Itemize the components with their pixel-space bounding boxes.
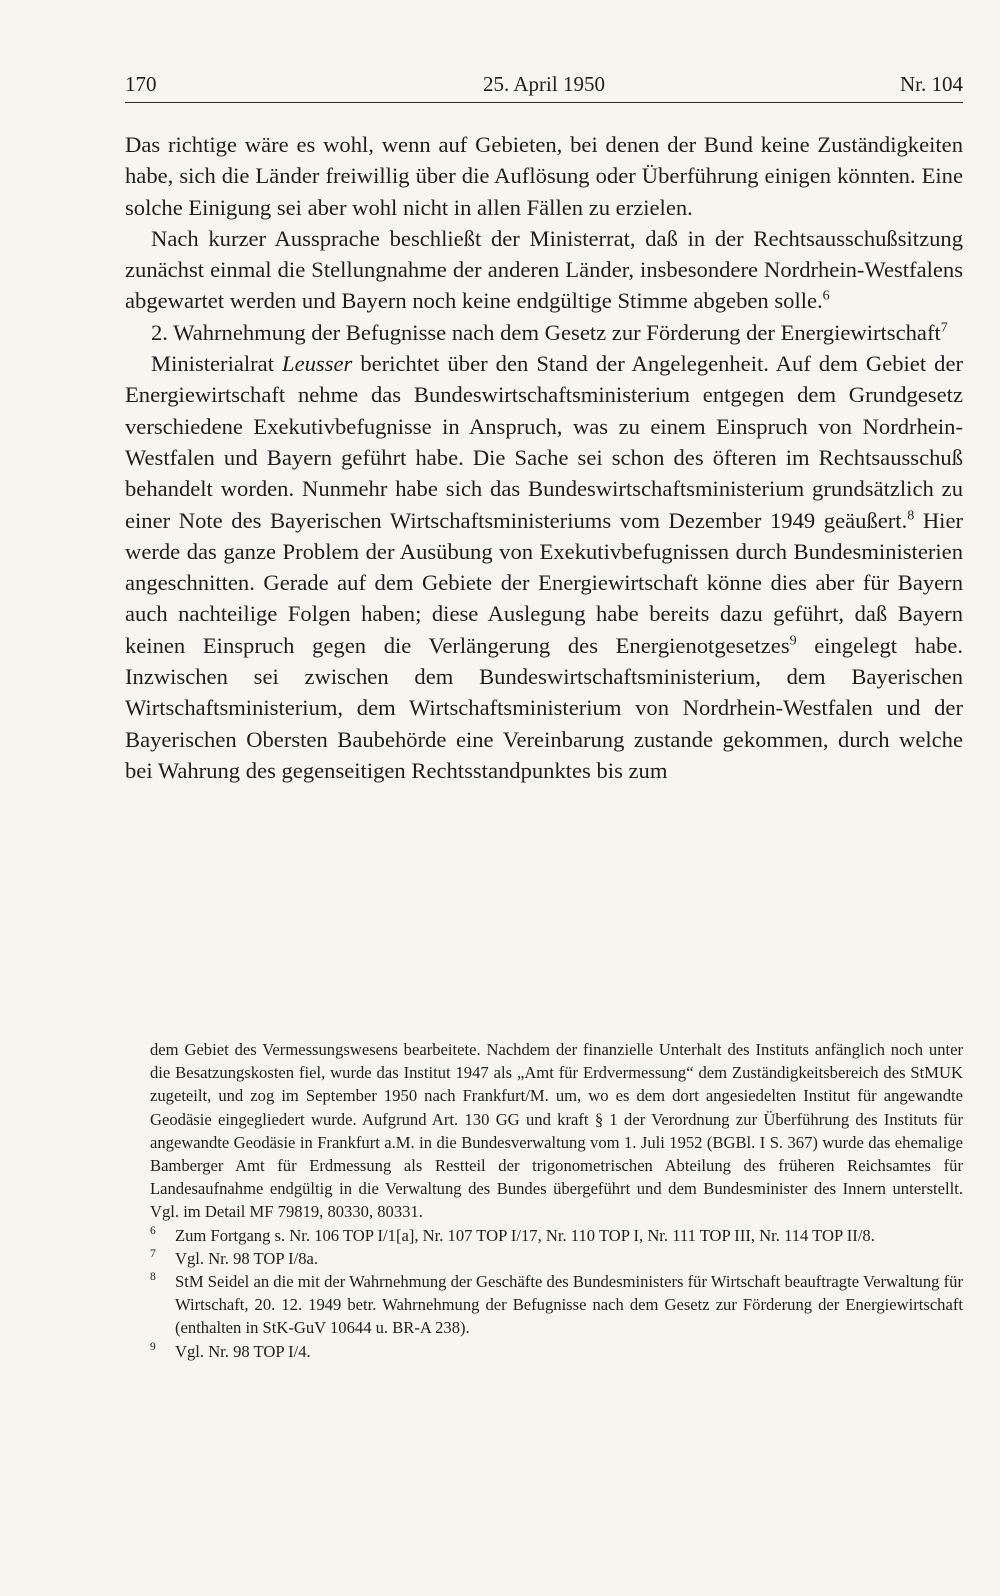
paragraph-2 — [125, 223, 963, 317]
footnote-continuation: dem Gebiet des Vermessungswesens bearbeitete. Nachdem der finanzielle Unterhalt des Instituts anfänglich noch unter die Besatzungskosten fiel, wurde das Institut 1947 als „Amt für Erdvermessung“ dem Zuständigkeitsbereich des StMUK zugeteilt, und zog im September 1950 nach Frankfurt/M. um, wo es dem dort angesiedelten Institut für angewandte Geodäsie eingegliedert wurde. Aufgrund Art. 130 GG und kraft § 1 der Verordnung zur Überführung des Instituts für angewandte Geodäsie in Frankfurt a.M. in die Bundesverwaltung vom 1. Juli 1952 (BGBl. I S. 367) wurde das ehemalige Bamberger Amt für Erdmessung als Restteil der trigonometrischen Abteilung des früheren Reichsamtes für Landesaufnahme endgültig in die Verwaltung des Bundes übergeführt und dem Bundesminister des Innern unterstellt. Vgl. im Detail MF 79819, 80330, 80331. — [150, 1040, 963, 1222]
footnote-ref-7: 7 — [940, 320, 948, 336]
footnote-ref-8: 8 — [907, 508, 915, 524]
footnote-text: Zum Fortgang s. Nr. 106 TOP I/1[a], Nr. 107 TOP I/17, Nr. 110 TOP I, Nr. 111 TOP III, Nr. 114 TOP II/8. — [175, 1225, 875, 1245]
footnote-number: 7 — [150, 1247, 156, 1260]
running-header — [125, 68, 963, 103]
footnotes — [150, 1038, 963, 1363]
footnote-number: 9 — [150, 1340, 156, 1353]
page-number: 170 — [125, 72, 157, 96]
footnote-8 — [150, 1270, 963, 1340]
person-name: Leusser — [282, 351, 353, 377]
footnote-9 — [150, 1340, 963, 1363]
paragraph-4-part-a: Ministerialrat — [151, 351, 283, 377]
paragraph-4-part-b: berichtet über den Stand der Angelegenheit. Auf dem Gebiet der Energiewirtschaft nehme das Bundeswirtschaftsministerium entgegen dem Grundgesetz verschiedene Exekutivbefugnisse in Anspruch, was zu einem Einspruch von Nordrhein-Westfalen und Bayern geführt habe. Die Sache sei schon des öfteren im Rechtsausschuß behandelt worden. Nunmehr habe sich das Bundeswirtschaftsministerium grundsätzlich zu einer Note des Bayerischen Wirtschaftsministeriums vom Dezember 1949 geäußert. — [125, 351, 963, 533]
header-date: 25. April 1950 — [483, 72, 605, 96]
agenda-item-heading — [125, 317, 963, 348]
footnote-ref-9: 9 — [789, 633, 797, 649]
footnote-7 — [150, 1247, 963, 1270]
paragraph-1: Das richtige wäre es wohl, wenn auf Gebieten, bei denen der Bund keine Zuständigkeiten habe, sich die Länder freiwillig über die Auflösung oder Überführung einigen könnten. Eine solche Einigung sei aber wohl nicht in allen Fällen zu erzielen. — [125, 132, 963, 220]
paragraph-4 — [125, 348, 963, 786]
paragraph-2-text: Nach kurzer Aussprache beschließt der Ministerrat, daß in der Rechtsausschußsitzung zunächst einmal die Stellungnahme der anderen Länder, insbesondere Nordrhein-Westfalens abgewartet werden und Bayern noch keine endgültige Stimme abgeben solle. — [125, 225, 963, 314]
document-page — [125, 68, 963, 1361]
footnote-number: 8 — [150, 1271, 156, 1284]
footnote-number: 6 — [150, 1224, 156, 1237]
main-text — [125, 129, 963, 786]
agenda-item-text: 2. Wahrnehmung der Befugnisse nach dem Gesetz zur Förderung der Energiewirtschaft — [151, 319, 941, 345]
document-number: Nr. 104 — [900, 72, 963, 96]
paragraph-4-part-c: Hier werde das ganze Problem der Ausübung von Exekutivbefugnissen durch Bundesministerien angeschnitten. Gerade auf dem Gebiete der Energiewirtschaft könne dies aber für Bayern auch nachteilige Folgen haben; diese Auslegung habe bereits dazu geführt, daß Bayern keinen Einspruch gegen die Verlängerung des Energienotgesetzes — [125, 507, 963, 658]
footnote-text: Vgl. Nr. 98 TOP I/4. — [175, 1341, 311, 1361]
footnote-text: Vgl. Nr. 98 TOP I/8a. — [175, 1248, 319, 1268]
footnote-ref-6: 6 — [822, 288, 830, 304]
footnote-6 — [150, 1224, 963, 1247]
footnote-text: StM Seidel an die mit der Wahrnehmung der Geschäfte des Bundesministers für Wirtschaft beauftragte Verwaltung für Wirtschaft, 20. 12. 1949 betr. Wahrnehmung der Befugnisse nach dem Gesetz zur Förderung der Energiewirtschaft (enthalten in StK-GuV 10644 u. BR-A 238). — [175, 1272, 963, 1338]
paragraph-4-part-d: eingelegt habe. Inzwischen sei zwischen dem Bundeswirtschaftsministerium, dem Bayerischen Wirtschaftsministerium, dem Wirtschaftsministerium von Nordrhein-Westfalen und der Bayerischen Obersten Baubehörde eine Vereinbarung zustande gekommen, durch welche bei Wahrung des gegenseitigen Rechtsstandpunktes bis zum — [125, 632, 963, 783]
